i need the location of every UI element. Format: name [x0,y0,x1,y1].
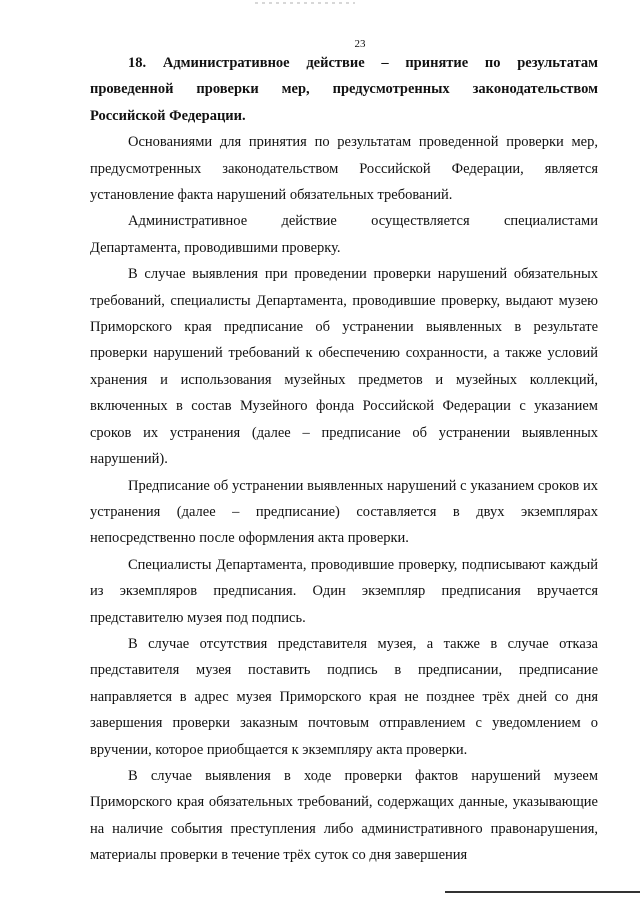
section-heading: 18. Административное действие – принятие по результатам проведенной проверки мер, предусмотренных законодательством Российской Федерации. [90,55,598,124]
bottom-rule [445,891,640,893]
paragraph-4: Предписание об устранении выявленных нарушений с указанием сроков их устранения (далее – предписание) составляется в двух экземплярах непосредственно после оформления акта проверки. [90,477,598,547]
paragraph-7: В случае выявления в ходе проверки фактов нарушений музеем Приморского края обязательных требований, содержащих данные, указывающие на наличие события преступления либо административного правонарушения, материалы проверки в течение трёх суток со дня завершения [90,767,598,864]
paragraph-1: Основаниями для принятия по результатам проведенной проверки мер, предусмотренных законодательством Российской Федерации, является установление факта нарушений обязательных требований. [90,134,598,204]
paragraph-2: Административное действие осуществляется специалистами Департамента, проводившими проверку. [90,213,598,256]
page-number: 23 [354,38,366,50]
paragraph-6: В случае отсутствия представителя музея, а также в случае отказа представителя музея поставить подпись в предписании, предписание направляется в адрес музея Приморского края не позднее трёх дней со дня завершения проверки заказным почтовым отправлением с уведомлением о вручении, которое приобщается к экземпляру акта проверки. [90,635,598,758]
scan-artifact [255,2,355,4]
paragraph-3: В случае выявления при проведении проверки нарушений обязательных требований, специалисты Департамента, проводившие проверку, выдают музею Приморского края предписание об устранении выявленных в результате проверки нарушений требований к обеспечению сохранности, а также условий хранения и использования музейных предметов и музейных коллекций, включенных в состав Музейного фонда Российской Федерации с указанием сроков их устранения (далее – предписание об устранении выявленных нарушений). [90,266,598,468]
document-body [90,50,598,869]
paragraph-5: Специалисты Департамента, проводившие проверку, подписывают каждый из экземпляров предписания. Один экземпляр предписания вручается представителю музея под подпись. [90,556,598,626]
